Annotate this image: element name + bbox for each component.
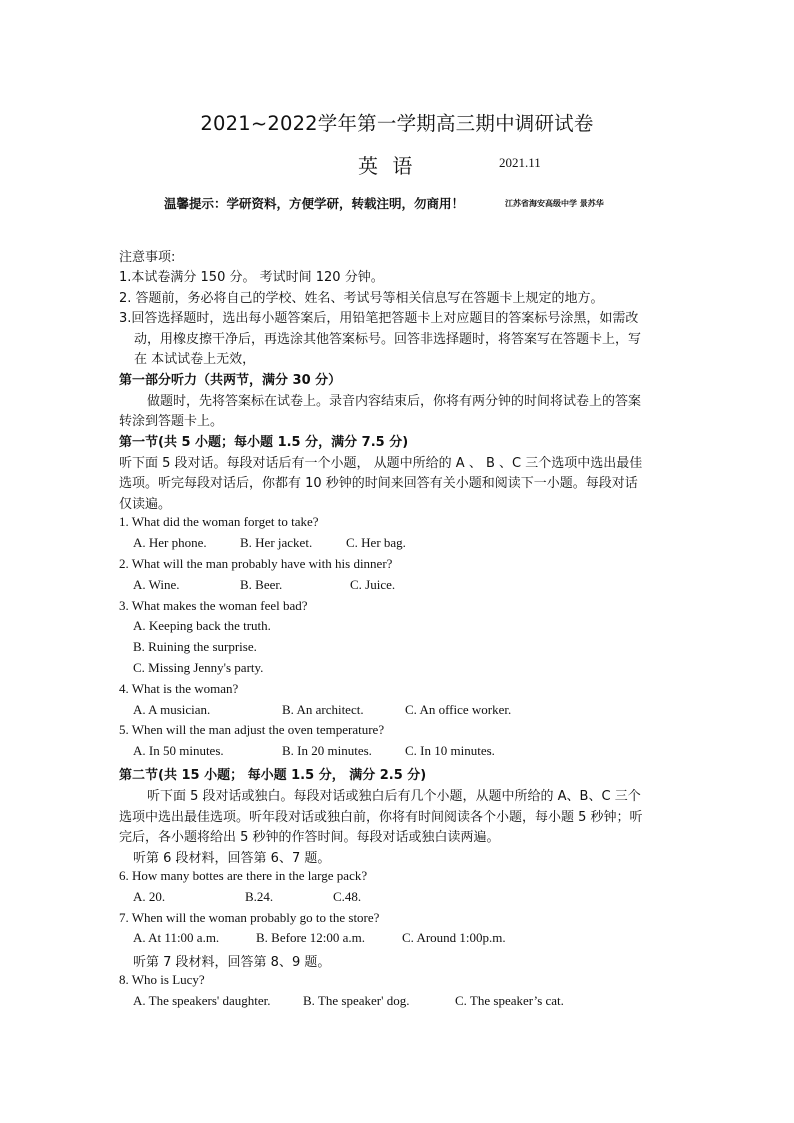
section1-heading: 第一节(共 5 小题；每小题 1.5 分，满分 7.5 分) <box>119 435 409 450</box>
part1-intro-line-2: 转涂到答题卡上。 <box>119 414 224 429</box>
section2-heading: 第二节(共 15 小题； 每小题 1.5 分， 满分 2.5 分) <box>119 768 427 783</box>
section2-instr-line-1: 听下面 5 段对话或独白。每段对话或独白后有几个小题，从题中所给的 A、B、C 三个 <box>147 789 641 804</box>
reminder-source: 江苏省海安高级中学 景苏华 <box>505 199 604 208</box>
part1-intro-line-1: 做题时，先将答案标在试卷上。录音内容结束后，你将有两分钟的时间将试卷上的答案 <box>147 394 642 409</box>
question-5-option-a: A. In 50 minutes. <box>133 743 224 758</box>
question-4-stem: 4. What is the woman? <box>119 681 239 696</box>
question-5-option-c: C. In 10 minutes. <box>405 743 495 758</box>
question-7-option-a: A. At 11:00 a.m. <box>133 930 220 945</box>
question-8-stem: 8. Who is Lucy? <box>119 972 205 987</box>
question-3-option-b: B. Ruining the surprise. <box>133 639 257 654</box>
question-2-option-b: B. Beer. <box>240 577 283 592</box>
subject-label: 英 语 <box>358 154 417 178</box>
notice-item-3-line-3: 在 本试试卷上无效， <box>134 352 256 367</box>
notice-item-1: 1.本试卷满分 150 分。 考试时间 120 分钟。 <box>119 270 384 285</box>
question-2-stem: 2. What will the man probably have with his dinner? <box>119 556 393 571</box>
question-4-option-b: B. An architect. <box>282 702 364 717</box>
question-1-option-b: B. Her jacket. <box>240 535 313 550</box>
section2-instr-line-3: 完后，各小题将给出 5 秒钟的作答时间。每段对话或独白读两遍。 <box>119 830 500 845</box>
question-1-stem: 1. What did the woman forget to take? <box>119 514 319 529</box>
reminder-text: 温馨提示：学研资料，方便学研，转载注明，勿商用！ <box>164 196 465 211</box>
question-8-option-a: A. The speakers' daughter. <box>133 993 271 1008</box>
question-5-option-b: B. In 20 minutes. <box>282 743 372 758</box>
question-1-option-c: C. Her bag. <box>346 535 406 550</box>
notice-item-3-line-1: 3.回答选择题时，选出每小题答案后，用铅笔把答题卡上对应题目的答案标号涂黑，如需改 <box>119 311 639 326</box>
section1-instr-line-2: 选项。听完每段对话后，你都有 10 秒钟的时间来回答有关小题和阅读下一小题。每段对话 <box>119 476 638 491</box>
question-7-stem: 7. When will the woman probably go to the store? <box>119 910 380 925</box>
notice-item-3-line-2: 动，用橡皮擦干净后，再选涂其他答案标号。回答非选择题时，将答案写在答题卡上，写 <box>134 332 642 347</box>
material-6-label: 听第 6 段材料，回答第 6、7 题。 <box>133 851 331 866</box>
question-1-option-a: A. Her phone. <box>133 535 207 550</box>
question-6-stem: 6. How many bottes are there in the large pack? <box>119 868 368 883</box>
section1-instr-line-1: 听下面 5 段对话。每段对话后有一个小题， 从题中所给的 A 、 B 、C 三个选项中选出最佳 <box>119 456 643 471</box>
question-5-stem: 5. When will the man adjust the oven temperature? <box>119 722 385 737</box>
question-7-option-c: C. Around 1:00p.m. <box>402 930 506 945</box>
question-2-option-a: A. Wine. <box>133 577 180 592</box>
question-3-option-c: C. Missing Jenny's party. <box>133 660 264 675</box>
notice-item-2: 2. 答题前，务必将自己的学校、姓名、考试号等相关信息写在答题卡上规定的地方。 <box>119 291 604 306</box>
question-6-option-a: A. 20. <box>133 889 166 904</box>
notice-heading: 注意事项: <box>119 250 176 265</box>
question-8-option-c: C. The speaker’s cat. <box>455 993 564 1008</box>
material-7-label: 听第 7 段材料，回答第 8、9 题。 <box>133 955 331 970</box>
question-3-option-a: A. Keeping back the truth. <box>133 618 271 633</box>
question-3-stem: 3. What makes the woman feel bad? <box>119 598 308 613</box>
question-7-option-b: B. Before 12:00 a.m. <box>256 930 366 945</box>
question-4-option-c: C. An office worker. <box>405 702 512 717</box>
section2-instr-line-2: 选项中选出最佳选项。听年段对话或独白前，你将有时间阅读各个小题，每小题 5 秒钟；听 <box>119 810 643 825</box>
question-6-option-b: B.24. <box>245 889 274 904</box>
exam-title: 2021~2022学年第一学期高三期中调研试卷 <box>200 112 594 135</box>
exam-date: 2021.11 <box>499 155 541 170</box>
question-4-option-a: A. A musician. <box>133 702 211 717</box>
question-2-option-c: C. Juice. <box>350 577 396 592</box>
part1-heading: 第一部分听力（共两节，满分 30 分） <box>119 373 342 388</box>
question-6-option-c: C.48. <box>333 889 362 904</box>
section1-instr-line-3: 仅读遍。 <box>119 497 172 512</box>
question-8-option-b: B. The speaker' dog. <box>303 993 410 1008</box>
